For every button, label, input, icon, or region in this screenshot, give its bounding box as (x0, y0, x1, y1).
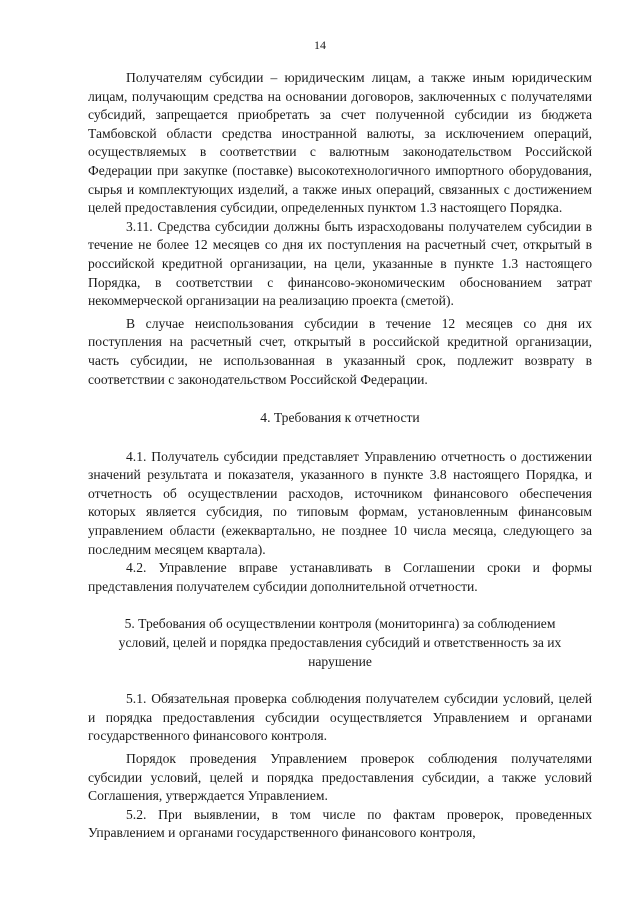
document-body (88, 69, 592, 843)
section-heading-5: 5. Требования об осуществлении контроля (мониторинга) за соблюдением условий, целей и порядка предоставления субсидий и ответственность за их нарушение (118, 616, 562, 669)
paragraph-5-1: 5.1. Обязательная проверка соблюдения получателем субсидии условий, целей и порядка предоставления субсидии осуществляется Управлением и органами государственного финансового контроля. (88, 691, 592, 744)
paragraph-5-2: 5.2. При выявлении, в том числе по фактам проверок, проведенных Управлением и органами государственного финансового контроля, (88, 806, 592, 841)
paragraph-4-1: 4.1. Получатель субсидии представляет Управлению отчетность о достижении значений результата и показателя, указанного в пункте 3.8 настоящего Порядка, и отчетность об осуществлении расходов, источником финансового обеспечения которых является субсидия, по типовым формам, установленным финансовым управлением области (ежеквартально, не позднее 10 числа месяца, следующего за последним месяцем квартала). (88, 448, 592, 557)
section-heading-4: 4. Требования к отчетности (260, 410, 420, 426)
paragraph-4-2: 4.2. Управление вправе устанавливать в Соглашении сроки и формы представления получателем субсидии дополнительной отчетности. (88, 560, 592, 594)
paragraph-unused-subsidy: В случае неиспользования субсидии в течение 12 месяцев со дня их поступления на расчетный счет, открытый в российской кредитной организации, часть субсидии, не использованная в указанный срок, подлежит возврату в соответствии с законодательством Российской Федерации. (88, 315, 592, 387)
paragraph-foreign-currency: Получателям субсидии – юридическим лицам, а также иным юридическим лицам, получающим средства на основании договоров, заключенных с получателями субсидий, запрещается приобретать за счет полученной субсидии из бюджета Тамбовской области средства иностранной валюты, за исключением операций, осуществляемых в соответствии с валютным законодательством Российской Федерации при закупке (поставке) высокотехнологичного импортного оборудования, сырья и комплектующих изделий, а также иных операций, связанных с достижением целей предоставления субсидии, определенных пунктом 1.3 настоящего Порядка. (88, 70, 592, 216)
paragraph-3-11: 3.11. Средства субсидии должны быть израсходованы получателем субсидии в течение не более 12 месяцев со дня их поступления на расчетный счет, открытый в российской кредитной организации, на цели, указанные в пункте 1.3 настоящего Порядка, в соответствии с финансово-экономическим обоснованием затрат некоммерческой организации на реализацию проекта (сметой). (88, 218, 592, 309)
paragraph-5-1-procedure: Порядок проведения Управлением проверок соблюдения получателями субсидии условий, целей и порядка предоставления субсидии, а также условий Соглашения, утверждается Управлением. (88, 751, 592, 804)
page-number: 14 (314, 38, 326, 52)
